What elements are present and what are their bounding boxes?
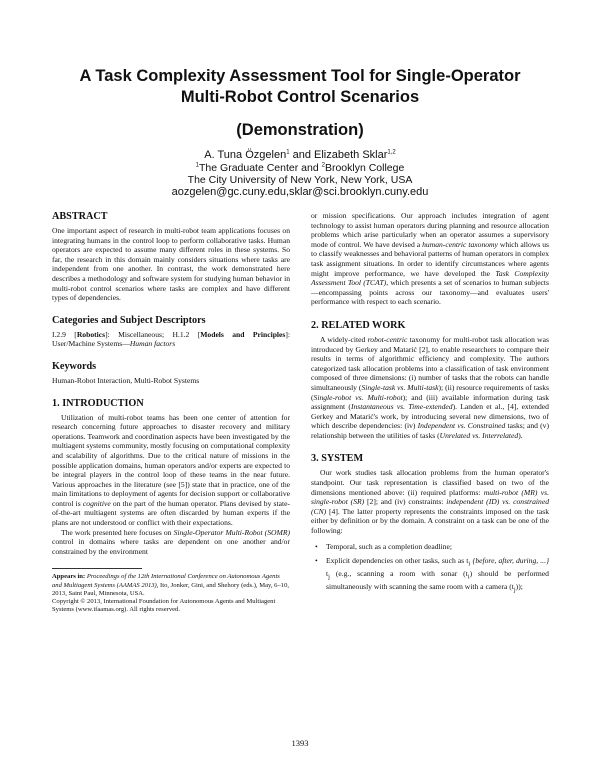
affiliation-line-1	[40, 162, 560, 174]
intro-p2-a: The work presented here focuses on	[61, 527, 174, 537]
cont-italic-1: human-centric taxonomy	[422, 239, 498, 249]
intro-p1-b: on the part of the human operator. Plans devised by state-of-the-art multiagent systems are often discarded by human experts if the plans are not understood or conflict with their expectations.	[52, 498, 290, 528]
rw-7: ).	[518, 430, 523, 440]
keywords-text: Human-Robot Interaction, Multi-Robot Systems	[52, 375, 200, 385]
sys-1e: multi-robot (MR) vs. single-robot (SR)	[311, 487, 549, 507]
title-line-1: A Task Complexity Assessment Tool for Single-Operator	[79, 67, 521, 85]
rw-6: tasks; and (v) relationship between the utilities of tasks (	[311, 421, 550, 440]
intro-paragraph-1	[52, 413, 290, 528]
related-work-text	[311, 335, 549, 441]
rw-4e: Instantaneous vs. Time-extended	[350, 402, 453, 412]
b2-sub-4: j	[513, 586, 516, 594]
affil-sup-2: 2	[321, 162, 325, 169]
b2-sub-1: i	[468, 560, 471, 568]
title-line-2: Multi-Robot Control Scenarios	[180, 88, 420, 106]
categories-part-2: ]: Miscellaneous; H.1.2 [	[105, 329, 201, 339]
footnote-rule	[52, 568, 142, 569]
affil-sup-1: 1	[195, 162, 200, 169]
appears-details: , Ito, Jonker, Gini, and Shehory (eds.), May, 6–10, 2013, Saint Paul, Minnesota, USA.	[52, 581, 290, 597]
system-heading: 3. SYSTEM	[311, 453, 364, 465]
b2-sub-2: j	[328, 573, 330, 581]
intro-p1-a: Utilization of multi-robot teams has been one center of attention for research concerning future approaches to disaster recovery and military operations. Teamwork and coordination aspects have been investigated by the multiagent systems community, mostly focusing on computational complexity and scalability of algorithms. Due to the critical nature of missions in the possible application domains, human operators and/or experts are expected to be integral players in the control loop of these teams in the near future. Various approaches in the literature (see [5]) state that in practice, one of the main limitations to deployment of agents for decision support or collaborative control is	[52, 412, 290, 508]
sys-2e: independent (ID) vs. constrained (CN)	[311, 497, 549, 516]
paper-subtitle: (Demonstration)	[236, 121, 364, 139]
author-1-sup: 1	[286, 149, 290, 156]
categories-italic: Human factors	[129, 339, 176, 349]
b2-d: ) should be performed simultaneously with scanning the same room with a camera (t	[326, 569, 549, 592]
bullet-1-text: Temporal, such as a completion deadline;	[326, 541, 452, 551]
intro-paragraph-2	[52, 528, 290, 557]
author-emails: aozgelen@gc.cuny.edu,sklar@sci.brooklyn.cuny.edu	[171, 186, 429, 198]
title-block	[40, 66, 560, 199]
b2-a: Explicit dependencies on other tasks, such as t	[326, 556, 469, 566]
rw-4: ); and (iii) available information during task assignment (	[311, 392, 549, 412]
categories-heading: Categories and Subject Descriptors	[52, 314, 206, 326]
author-names	[40, 149, 560, 162]
abstract-heading: ABSTRACT	[52, 211, 108, 222]
sys-3: [4]. The latter property represents the constraints imposed on the task either by definition or by the domain. A constraint on a task can be one of the following:	[311, 506, 549, 536]
rw-2: taxonomy for multi-robot task allocation was introduced by Gerkey and Matarić [2], to enable researchers to compare their results in terms of algorithmic efficiency and complexity. The authors categorized task allocation problems into a classification of task environment composed of three dimensions: (i) number of tasks that the robots can handle simultaneously (	[311, 334, 549, 392]
intro-heading: 1. INTRODUCTION	[52, 397, 144, 409]
abstract-text: One important aspect of research in multi-robot team applications focuses on integrating humans in the control loop to perform collaborative tasks. Human operators are expected to assume many different roles in these systems. So far, the research in this domain mainly considers situations where tasks are independent from one another. In contrast, the work demonstrated here describes a methodology and software system for studying human behavior in multi-robot control scenarios where tasks are complex and have different types of dependencies.	[52, 226, 290, 303]
categories-bold-2: Models and Principles	[200, 329, 286, 339]
rw-6e: Unrelated vs. Interrelated	[439, 430, 519, 440]
rw-1e: robot-centric	[367, 334, 408, 344]
related-work-heading: 2. RELATED WORK	[311, 319, 406, 331]
bullet-icon: •	[315, 541, 318, 551]
left-column	[52, 211, 290, 614]
b2-sub-3: i	[467, 573, 470, 581]
rw-5e: Independent vs. Constrained	[417, 421, 506, 431]
paper-title	[40, 66, 560, 108]
categories-part-1: I.2.9 [	[52, 329, 77, 339]
sys-1: Our work studies task allocation problems from the human operator's standpoint. Our task representation is classified based on two of the dimensions mentioned above: (ii) required platforms:	[311, 468, 549, 497]
constraint-list	[311, 542, 549, 596]
appears-proceedings: Proceedings of the 12th International Conference on Autonomous Agents and Multiagent Systems (AAMAS 2013)	[52, 573, 280, 589]
system-text	[311, 468, 549, 535]
b2-b: t	[326, 569, 329, 579]
intro-p2-italic: Single-Operator Multi-Robot (SOMR)	[173, 527, 290, 537]
list-item	[311, 542, 549, 552]
categories-text	[52, 330, 290, 349]
list-item	[311, 556, 549, 595]
b2-f: ));	[515, 582, 523, 592]
page-number: 1393	[291, 738, 309, 748]
author-1: A. Tuna Özgelen	[204, 149, 287, 161]
affil-a: The Graduate Center and	[199, 162, 322, 174]
intro-continuation	[311, 211, 549, 307]
copyright-note: Copyright © 2013, International Foundation for Autonomous Agents and Multiagent Systems (www.ifaamas.org). All rights reserved.	[52, 598, 276, 614]
bullet-icon: •	[315, 556, 318, 566]
intro-p1-italic: cognitive	[82, 498, 111, 508]
sys-2: [2]; and (iv) constraints:	[364, 497, 447, 507]
rw-2e: Single-task vs. Multi-task	[361, 382, 439, 392]
rw-3e: Single-robot vs. Multi-robot	[313, 392, 403, 402]
cont-a: or mission specifications. Our approach includes integration of agent technology to assist human operators during planning and resource allocation problems which arise particularly when an operator assumes a supervisory mode of control. We have devised a	[311, 211, 549, 249]
cont-italic-2: Task Complexity Assessment Tool (TCAT)	[311, 268, 549, 288]
categories-bold-1: Robotics	[76, 329, 106, 339]
intro-p2-b: control in domains where tasks are dependent on one another and/or constrained by the environment	[52, 537, 290, 556]
rw-3: ); (ii) resource requirements of tasks (	[311, 382, 549, 402]
affil-b: Brooklyn College	[324, 162, 405, 174]
rw-1: A widely-cited	[320, 334, 368, 344]
keywords-heading: Keywords	[52, 360, 97, 372]
author-2-sup: 1,2	[387, 149, 396, 156]
cont-c: , which presents a set of scenarios to human subjects—encompassing points across our taxonomy—and evaluates users' performance with respect to each scenario.	[311, 278, 549, 307]
b2-c: (e.g., scanning a room with sonar (t	[329, 569, 468, 579]
affiliation-line-2: The City University of New York, New York, USA	[187, 174, 413, 186]
appears-in-note	[52, 573, 290, 598]
right-column	[311, 211, 549, 601]
cont-b: which allows us to classify weaknesses and behavioral patterns of human operators in complex task assignment situations. In order to identify circumstances where agents might improve performance, we have developed the	[311, 239, 549, 278]
rw-5: ). Landen et al., [4], extended Gerkey and Matarić's work, by introducing several new dimensions, two of which describe dependencies: (iv)	[311, 402, 549, 431]
author-block	[40, 149, 560, 199]
b2-italic: {before, after, during, ...}	[472, 556, 550, 566]
categories-part-3: ]: User/Machine Systems—	[52, 329, 290, 349]
appears-label: Appears in:	[52, 573, 86, 581]
author-and: and Elizabeth Sklar	[289, 149, 388, 161]
